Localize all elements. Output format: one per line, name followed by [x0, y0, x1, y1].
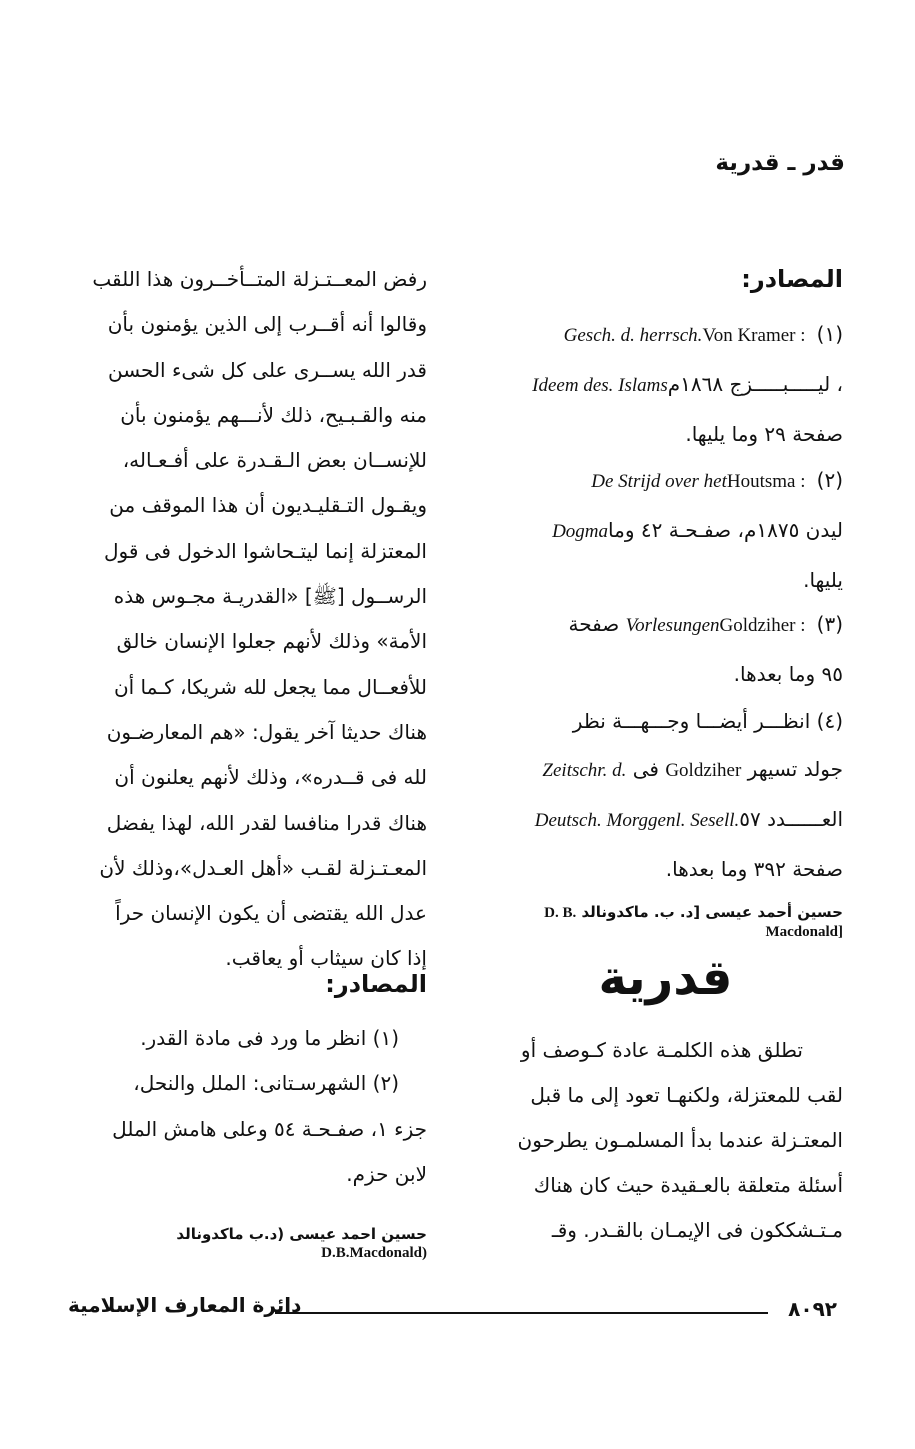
- signature-arabic: حسين احمد عيسى (د.ب ماكدونالد: [176, 1225, 427, 1243]
- footnote-text: صفحة ٣٩٢ وما بعدها.: [665, 857, 843, 881]
- footnote-text: العــــــدد ٥٧: [739, 807, 843, 831]
- signature-arabic: حسين أحمد عيسى [د. ب. ماكدونالد: [576, 903, 843, 921]
- footnote-author: Houtsma :: [726, 471, 811, 492]
- body-line: الرســول [ﷺ] «القدريـة مجـوس هذه: [113, 584, 427, 609]
- footnote-text: يليها.: [803, 568, 843, 592]
- running-header: قدر ـ قدرية: [715, 150, 845, 176]
- body-line: للإنســان بعض الـقـدرة على أفـعـاله،: [122, 448, 427, 473]
- signature-latin: D.B.Macdonald): [321, 1245, 427, 1261]
- signature-latin: D. B. Macdonald]: [544, 905, 843, 940]
- body-line: قدر الله يســرى على كل شىء الحسن: [107, 357, 427, 382]
- footnote-text: ليدن ١٨٧٥م، صفـحـة ٤٢ وما: [608, 518, 843, 542]
- body-line: منه والقـبـيح، ذلك لأنـــهم يؤمنون بأن: [120, 402, 427, 427]
- footnote-number: (٢): [816, 468, 843, 492]
- source-item: (١) انظر ما ورد فى مادة القدر.: [140, 1026, 399, 1050]
- footnote-work: Ideem des. Islams: [532, 375, 668, 396]
- footer-title: دائرة المعارف الإسلامية: [68, 1293, 302, 1317]
- footnote-text: صفحة: [568, 612, 626, 636]
- body-line: هناك حديثا آخر يقول: «هم المعارضـون: [106, 719, 427, 744]
- body-line: للأفعــال مما يجعل لله شريكا، كـما أن: [113, 674, 427, 699]
- footnote-text: انظـــر أيضـــا وجـــهـــة نظر: [572, 709, 811, 733]
- author-signature: [72, 1225, 427, 1262]
- footnote-number: (٤): [816, 709, 843, 733]
- article-line: مـتـشككون فى الإيمـان بالقـدر. وقـ: [551, 1218, 843, 1242]
- author-signature: [488, 903, 843, 941]
- article-body: [488, 1028, 843, 1253]
- source-item: (٢) الشهرسـتانى: الملل والنحل،: [133, 1071, 399, 1096]
- body-line: وقالوا أنه أقــرب إلى الذين يؤمنون بأن: [107, 312, 427, 337]
- footnote-3: [488, 600, 843, 698]
- footnote-work: Deutsch. Morggenl. Sesell.: [534, 810, 740, 831]
- footnote-text: ، ليـــــبـــــزج ١٨٦٨م: [667, 372, 843, 396]
- body-line: ويقـول التـقليـديون أن هذا الموقف من: [109, 493, 427, 518]
- footnote-2: [488, 456, 843, 604]
- body-line: لله فى قــدره»، وذلك لأنهم يعلنون أن: [114, 765, 427, 790]
- footnote-text: ٩٥ وما بعدها.: [733, 662, 843, 686]
- footnote-number: (٣): [816, 612, 843, 636]
- sources-heading: المصادر:: [325, 970, 427, 998]
- sources-list: [72, 1016, 427, 1197]
- footer-rule: [275, 1312, 768, 1314]
- body-line: عدل الله يقتضى أن يكون الإنسان حراً: [115, 901, 427, 926]
- footnote-author: Von Kramer :: [702, 325, 811, 346]
- article-line: تطلق هذه الكلمـة عادة كـوصف أو: [520, 1038, 803, 1062]
- sources-heading: المصادر:: [741, 265, 843, 293]
- footnote-work: De Strijd over het: [591, 471, 727, 492]
- footnote-work: Vorlesungen: [625, 615, 720, 636]
- footnote-1: [488, 310, 843, 458]
- article-line: المعتـزلة عندما بدأ المسلمـون يطرحون: [517, 1128, 843, 1152]
- body-line: الأمة» وذلك لأنهم جعلوا الإنسان خالق: [116, 629, 427, 654]
- source-item: لابن حزم.: [346, 1161, 427, 1186]
- body-line: إذا كان سيثاب أو يعاقب.: [225, 946, 427, 971]
- footnote-text: فى: [626, 757, 666, 781]
- footnote-text: صفحة ٢٩ وما يليها.: [685, 422, 843, 446]
- article-line: لقب للمعتزلة، ولكنهـا تعود إلى ما قبل: [530, 1083, 843, 1107]
- footnote-work: Gesch. d. herrsch.: [563, 325, 703, 346]
- footnote-author: Goldziher :: [719, 615, 811, 636]
- footnote-author: Goldziher: [665, 760, 742, 781]
- article-title: قدرية: [598, 950, 733, 1006]
- article-line: أسئلة متعلقة بالعـقيدة حيث كان هناك: [533, 1173, 843, 1197]
- left-column-body: [72, 257, 427, 982]
- footnote-work: Zeitschr. d.: [542, 760, 627, 781]
- page-number: ٨٠٩٢: [788, 1297, 837, 1321]
- footnote-number: (١): [816, 322, 843, 346]
- body-line: رفض المعــتـزلة المتــأخــرون هذا اللقب: [92, 267, 427, 291]
- footnote-4: [488, 697, 843, 893]
- body-line: المعتزلة إنما ليتـحاشوا الدخول فى قول: [103, 538, 427, 563]
- footnote-text: جولد تسيهر: [741, 757, 843, 781]
- body-line: المعـتـزلة لقـب «أهل العـدل»،وذلك لأن: [99, 855, 427, 880]
- source-item: جزء ١، صفـحـة ٥٤ وعلى هامش الملل: [112, 1116, 427, 1141]
- footnote-work: Dogma: [552, 521, 609, 542]
- body-line: هناك قدرا منافسا لقدر الله، لهذا يفضل: [106, 810, 427, 835]
